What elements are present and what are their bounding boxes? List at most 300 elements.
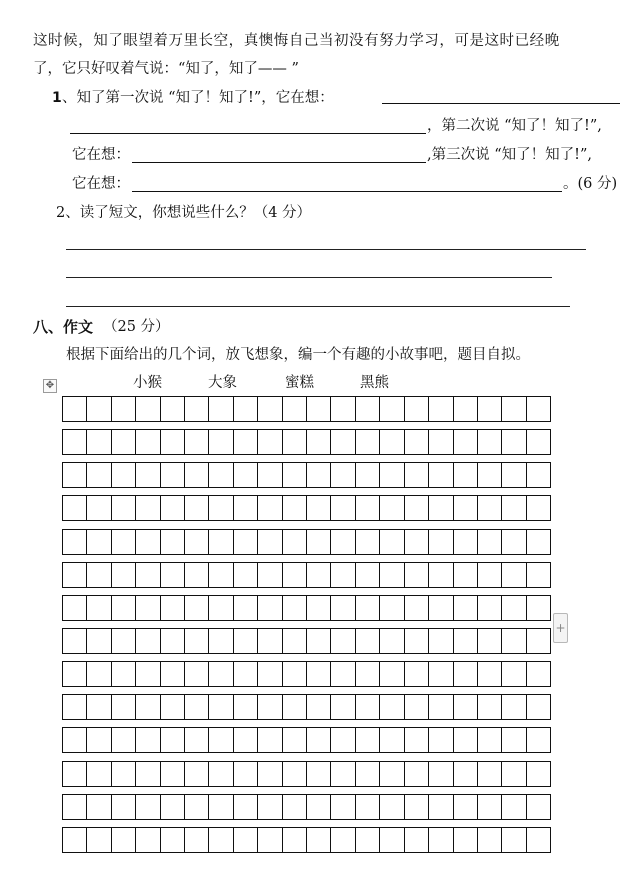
grid-cell[interactable]: [356, 496, 380, 520]
grid-cell[interactable]: [136, 762, 160, 786]
grid-cell[interactable]: [87, 629, 111, 653]
grid-cell[interactable]: [454, 828, 478, 852]
grid-cell[interactable]: [356, 728, 380, 752]
grid-cell[interactable]: [112, 762, 136, 786]
grid-cell[interactable]: [454, 563, 478, 587]
grid-cell[interactable]: [454, 629, 478, 653]
grid-cell[interactable]: [478, 728, 502, 752]
grid-cell[interactable]: [283, 463, 307, 487]
grid-cell[interactable]: [356, 795, 380, 819]
grid-cell[interactable]: [331, 530, 355, 554]
grid-cell[interactable]: [331, 430, 355, 454]
grid-cell[interactable]: [63, 430, 87, 454]
grid-cell[interactable]: [258, 828, 282, 852]
grid-cell[interactable]: [380, 828, 404, 852]
grid-cell[interactable]: [307, 695, 331, 719]
answer-line[interactable]: [132, 162, 426, 163]
grid-cell[interactable]: [527, 662, 550, 686]
grid-cell[interactable]: [63, 795, 87, 819]
grid-cell[interactable]: [185, 629, 209, 653]
grid-cell[interactable]: [234, 762, 258, 786]
grid-cell[interactable]: [478, 662, 502, 686]
grid-cell[interactable]: [136, 430, 160, 454]
grid-cell[interactable]: [478, 397, 502, 421]
writing-line[interactable]: [66, 306, 570, 307]
grid-cell[interactable]: [161, 463, 185, 487]
grid-cell[interactable]: [63, 563, 87, 587]
grid-cell[interactable]: [112, 397, 136, 421]
grid-cell[interactable]: [356, 762, 380, 786]
grid-cell[interactable]: [527, 695, 550, 719]
grid-cell[interactable]: [356, 430, 380, 454]
prompt-word: 大象: [208, 375, 237, 391]
grid-cell[interactable]: [356, 596, 380, 620]
grid-cell[interactable]: [307, 530, 331, 554]
composition-instruction: 根据下面给出的几个词，放飞想象，编一个有趣的小故事吧，题目自拟。: [66, 347, 530, 363]
grid-cell[interactable]: [380, 695, 404, 719]
grid-cell[interactable]: [234, 662, 258, 686]
grid-cell[interactable]: [478, 762, 502, 786]
grid-cell[interactable]: [380, 728, 404, 752]
grid-cell[interactable]: [112, 828, 136, 852]
grid-cell[interactable]: [527, 397, 550, 421]
grid-cell[interactable]: [87, 828, 111, 852]
table-move-handle-icon[interactable]: ✥: [43, 379, 57, 393]
grid-cell[interactable]: [331, 397, 355, 421]
grid-cell[interactable]: [502, 828, 526, 852]
grid-cell[interactable]: [112, 795, 136, 819]
grid-cell[interactable]: [454, 728, 478, 752]
grid-cell[interactable]: [307, 662, 331, 686]
grid-cell[interactable]: [112, 728, 136, 752]
grid-cell[interactable]: [63, 596, 87, 620]
grid-cell[interactable]: [380, 596, 404, 620]
grid-cell[interactable]: [405, 629, 429, 653]
grid-cell[interactable]: [136, 662, 160, 686]
grid-cell[interactable]: [429, 828, 453, 852]
grid-cell[interactable]: [331, 795, 355, 819]
grid-cell[interactable]: [502, 463, 526, 487]
grid-cell[interactable]: [502, 530, 526, 554]
grid-cell[interactable]: [478, 563, 502, 587]
grid-cell[interactable]: [185, 463, 209, 487]
writing-line[interactable]: [66, 249, 586, 250]
grid-cell[interactable]: [112, 430, 136, 454]
grid-cell[interactable]: [405, 695, 429, 719]
grid-cell[interactable]: [307, 762, 331, 786]
grid-cell[interactable]: [527, 629, 550, 653]
grid-cell[interactable]: [527, 828, 550, 852]
grid-cell[interactable]: [527, 496, 550, 520]
grid-cell[interactable]: [283, 496, 307, 520]
grid-cell[interactable]: [209, 795, 233, 819]
grid-cell[interactable]: [356, 828, 380, 852]
grid-cell[interactable]: [478, 795, 502, 819]
grid-cell[interactable]: [87, 596, 111, 620]
grid-cell[interactable]: [112, 463, 136, 487]
grid-cell[interactable]: [331, 728, 355, 752]
grid-cell[interactable]: [527, 762, 550, 786]
grid-cell[interactable]: [87, 662, 111, 686]
grid-cell[interactable]: [478, 430, 502, 454]
grid-cell[interactable]: [307, 563, 331, 587]
grid-cell[interactable]: [185, 762, 209, 786]
grid-cell[interactable]: [454, 795, 478, 819]
answer-line[interactable]: [132, 191, 562, 192]
grid-cell[interactable]: [331, 695, 355, 719]
grid-row: [62, 462, 551, 488]
grid-cell[interactable]: [161, 397, 185, 421]
grid-cell[interactable]: [185, 828, 209, 852]
grid-cell[interactable]: [307, 828, 331, 852]
grid-cell[interactable]: [258, 695, 282, 719]
grid-cell[interactable]: [454, 496, 478, 520]
grid-cell[interactable]: [307, 629, 331, 653]
grid-cell[interactable]: [380, 563, 404, 587]
grid-cell[interactable]: [502, 762, 526, 786]
grid-cell[interactable]: [356, 530, 380, 554]
grid-cell[interactable]: [429, 695, 453, 719]
grid-cell[interactable]: [112, 530, 136, 554]
grid-cell[interactable]: [454, 695, 478, 719]
grid-cell[interactable]: [331, 463, 355, 487]
grid-cell[interactable]: [87, 496, 111, 520]
grid-cell[interactable]: [429, 563, 453, 587]
grid-cell[interactable]: [87, 563, 111, 587]
grid-cell[interactable]: [185, 496, 209, 520]
answer-line[interactable]: [382, 103, 620, 104]
grid-cell[interactable]: [478, 463, 502, 487]
grid-cell[interactable]: [405, 496, 429, 520]
grid-cell[interactable]: [502, 596, 526, 620]
grid-cell[interactable]: [234, 530, 258, 554]
grid-cell[interactable]: [87, 397, 111, 421]
grid-cell[interactable]: [429, 662, 453, 686]
grid-cell[interactable]: [258, 496, 282, 520]
grid-cell[interactable]: [63, 530, 87, 554]
grid-cell[interactable]: [185, 662, 209, 686]
grid-cell[interactable]: [502, 795, 526, 819]
grid-cell[interactable]: [307, 596, 331, 620]
grid-cell[interactable]: [234, 828, 258, 852]
grid-cell[interactable]: [234, 563, 258, 587]
grid-cell[interactable]: [185, 563, 209, 587]
grid-cell[interactable]: [258, 430, 282, 454]
grid-cell[interactable]: [63, 828, 87, 852]
grid-cell[interactable]: [209, 629, 233, 653]
grid-cell[interactable]: [405, 563, 429, 587]
grid-cell[interactable]: [234, 596, 258, 620]
grid-cell[interactable]: [405, 430, 429, 454]
grid-cell[interactable]: [283, 695, 307, 719]
grid-cell[interactable]: [307, 728, 331, 752]
grid-cell[interactable]: [258, 762, 282, 786]
grid-cell[interactable]: [136, 463, 160, 487]
grid-row: [62, 595, 551, 621]
grid-cell[interactable]: [405, 397, 429, 421]
grid-cell[interactable]: [527, 430, 550, 454]
grid-cell[interactable]: [331, 828, 355, 852]
grid-cell[interactable]: [429, 596, 453, 620]
grid-cell[interactable]: [502, 496, 526, 520]
grid-row: [62, 429, 551, 455]
composition-grid[interactable]: [62, 396, 551, 860]
grid-cell[interactable]: [527, 596, 550, 620]
grid-cell[interactable]: [429, 762, 453, 786]
q1-prompt-third: ,第三次说 “知了！知了!”,: [427, 147, 592, 163]
grid-cell[interactable]: [454, 596, 478, 620]
grid-cell[interactable]: [331, 629, 355, 653]
grid-cell[interactable]: [136, 397, 160, 421]
grid-cell[interactable]: [161, 596, 185, 620]
grid-cell[interactable]: [283, 430, 307, 454]
grid-cell[interactable]: [454, 397, 478, 421]
grid-cell[interactable]: [87, 695, 111, 719]
grid-cell[interactable]: [112, 662, 136, 686]
grid-cell[interactable]: [454, 463, 478, 487]
grid-cell[interactable]: [405, 463, 429, 487]
grid-cell[interactable]: [234, 397, 258, 421]
add-row-button[interactable]: +: [553, 613, 568, 643]
grid-cell[interactable]: [258, 397, 282, 421]
grid-row: [62, 396, 551, 422]
grid-cell[interactable]: [258, 728, 282, 752]
grid-cell[interactable]: [209, 695, 233, 719]
grid-cell[interactable]: [209, 563, 233, 587]
grid-cell[interactable]: [209, 662, 233, 686]
grid-cell[interactable]: [234, 430, 258, 454]
grid-cell[interactable]: [63, 629, 87, 653]
grid-cell[interactable]: [112, 596, 136, 620]
grid-cell[interactable]: [380, 795, 404, 819]
grid-cell[interactable]: [136, 629, 160, 653]
grid-cell[interactable]: [258, 463, 282, 487]
grid-cell[interactable]: [405, 596, 429, 620]
grid-cell[interactable]: [234, 496, 258, 520]
grid-cell[interactable]: [258, 662, 282, 686]
grid-cell[interactable]: [234, 463, 258, 487]
grid-cell[interactable]: [429, 629, 453, 653]
grid-cell[interactable]: [502, 695, 526, 719]
grid-cell[interactable]: [429, 496, 453, 520]
grid-cell[interactable]: [87, 795, 111, 819]
grid-cell[interactable]: [185, 596, 209, 620]
grid-cell[interactable]: [502, 629, 526, 653]
grid-cell[interactable]: [136, 695, 160, 719]
grid-cell[interactable]: [356, 463, 380, 487]
grid-cell[interactable]: [380, 629, 404, 653]
grid-row: [62, 694, 551, 720]
grid-cell[interactable]: [87, 728, 111, 752]
grid-cell[interactable]: [209, 496, 233, 520]
grid-cell[interactable]: [356, 563, 380, 587]
grid-cell[interactable]: [234, 695, 258, 719]
grid-cell[interactable]: [161, 728, 185, 752]
grid-cell[interactable]: [161, 563, 185, 587]
grid-cell[interactable]: [209, 397, 233, 421]
grid-cell[interactable]: [454, 530, 478, 554]
grid-cell[interactable]: [405, 662, 429, 686]
grid-cell[interactable]: [356, 397, 380, 421]
grid-cell[interactable]: [454, 430, 478, 454]
grid-cell[interactable]: [161, 795, 185, 819]
grid-cell[interactable]: [161, 629, 185, 653]
grid-cell[interactable]: [429, 397, 453, 421]
grid-cell[interactable]: [454, 662, 478, 686]
grid-cell[interactable]: [63, 728, 87, 752]
grid-cell[interactable]: [478, 695, 502, 719]
grid-cell[interactable]: [356, 662, 380, 686]
writing-line[interactable]: [66, 277, 552, 278]
grid-cell[interactable]: [405, 530, 429, 554]
grid-cell[interactable]: [234, 629, 258, 653]
grid-cell[interactable]: [307, 397, 331, 421]
grid-cell[interactable]: [209, 463, 233, 487]
grid-cell[interactable]: [527, 728, 550, 752]
grid-cell[interactable]: [136, 496, 160, 520]
grid-cell[interactable]: [136, 596, 160, 620]
grid-cell[interactable]: [502, 728, 526, 752]
grid-cell[interactable]: [283, 563, 307, 587]
grid-cell[interactable]: [502, 397, 526, 421]
grid-cell[interactable]: [185, 695, 209, 719]
grid-cell[interactable]: [405, 828, 429, 852]
grid-cell[interactable]: [209, 596, 233, 620]
grid-cell[interactable]: [63, 695, 87, 719]
grid-cell[interactable]: [63, 762, 87, 786]
grid-cell[interactable]: [380, 762, 404, 786]
grid-cell[interactable]: [429, 795, 453, 819]
grid-cell[interactable]: [161, 695, 185, 719]
grid-cell[interactable]: [356, 629, 380, 653]
grid-cell[interactable]: [380, 397, 404, 421]
grid-cell[interactable]: [356, 695, 380, 719]
grid-cell[interactable]: [502, 563, 526, 587]
grid-cell[interactable]: [185, 795, 209, 819]
grid-cell[interactable]: [258, 563, 282, 587]
grid-cell[interactable]: [283, 530, 307, 554]
grid-cell[interactable]: [405, 795, 429, 819]
grid-cell[interactable]: [161, 828, 185, 852]
grid-cell[interactable]: [136, 563, 160, 587]
grid-cell[interactable]: [380, 662, 404, 686]
grid-cell[interactable]: [136, 828, 160, 852]
grid-cell[interactable]: [161, 762, 185, 786]
grid-cell[interactable]: [380, 530, 404, 554]
grid-cell[interactable]: [209, 430, 233, 454]
grid-cell[interactable]: [185, 728, 209, 752]
grid-cell[interactable]: [87, 430, 111, 454]
grid-cell[interactable]: [478, 530, 502, 554]
grid-cell[interactable]: [527, 463, 550, 487]
grid-cell[interactable]: [161, 430, 185, 454]
grid-cell[interactable]: [307, 430, 331, 454]
grid-cell[interactable]: [429, 430, 453, 454]
grid-cell[interactable]: [331, 596, 355, 620]
grid-cell[interactable]: [307, 795, 331, 819]
q1-prompt-first: 、知了第一次说 “知了！知了!”，它在想：: [62, 90, 334, 106]
grid-cell[interactable]: [258, 795, 282, 819]
grid-cell[interactable]: [112, 563, 136, 587]
passage-line-2: 了，它只好叹着气说：“知了，知了—— ”: [33, 61, 299, 77]
grid-cell[interactable]: [112, 629, 136, 653]
grid-cell[interactable]: [161, 530, 185, 554]
grid-cell[interactable]: [429, 463, 453, 487]
grid-cell[interactable]: [283, 629, 307, 653]
grid-cell[interactable]: [258, 530, 282, 554]
grid-cell[interactable]: [502, 662, 526, 686]
grid-cell[interactable]: [136, 530, 160, 554]
grid-cell[interactable]: [502, 430, 526, 454]
grid-cell[interactable]: [161, 662, 185, 686]
grid-cell[interactable]: [307, 463, 331, 487]
grid-cell[interactable]: [380, 430, 404, 454]
grid-cell[interactable]: [258, 596, 282, 620]
grid-cell[interactable]: [478, 828, 502, 852]
grid-cell[interactable]: [209, 828, 233, 852]
grid-cell[interactable]: [283, 795, 307, 819]
grid-cell[interactable]: [87, 762, 111, 786]
grid-cell[interactable]: [185, 530, 209, 554]
grid-cell[interactable]: [209, 530, 233, 554]
answer-line[interactable]: [70, 133, 426, 134]
grid-cell[interactable]: [209, 762, 233, 786]
grid-cell[interactable]: [136, 795, 160, 819]
grid-cell[interactable]: [380, 496, 404, 520]
grid-cell[interactable]: [161, 496, 185, 520]
grid-cell[interactable]: [87, 463, 111, 487]
grid-cell[interactable]: [283, 828, 307, 852]
grid-cell[interactable]: [185, 397, 209, 421]
grid-cell[interactable]: [283, 397, 307, 421]
grid-cell[interactable]: [185, 430, 209, 454]
grid-cell[interactable]: [63, 463, 87, 487]
grid-cell[interactable]: [478, 629, 502, 653]
grid-cell[interactable]: [63, 662, 87, 686]
grid-cell[interactable]: [331, 662, 355, 686]
grid-cell[interactable]: [112, 496, 136, 520]
grid-cell[interactable]: [405, 762, 429, 786]
grid-cell[interactable]: [478, 496, 502, 520]
grid-cell[interactable]: [454, 762, 478, 786]
grid-cell[interactable]: [331, 496, 355, 520]
grid-cell[interactable]: [258, 629, 282, 653]
grid-cell[interactable]: [283, 596, 307, 620]
grid-cell[interactable]: [331, 762, 355, 786]
grid-cell[interactable]: [331, 563, 355, 587]
grid-cell[interactable]: [63, 397, 87, 421]
grid-cell[interactable]: [527, 795, 550, 819]
grid-cell[interactable]: [429, 530, 453, 554]
grid-cell[interactable]: [234, 795, 258, 819]
grid-cell[interactable]: [87, 530, 111, 554]
grid-cell[interactable]: [283, 728, 307, 752]
grid-cell[interactable]: [405, 728, 429, 752]
grid-cell[interactable]: [112, 695, 136, 719]
grid-cell[interactable]: [234, 728, 258, 752]
grid-cell[interactable]: [527, 530, 550, 554]
grid-cell[interactable]: [63, 496, 87, 520]
grid-cell[interactable]: [283, 662, 307, 686]
grid-cell[interactable]: [283, 762, 307, 786]
grid-cell[interactable]: [307, 496, 331, 520]
grid-cell[interactable]: [136, 728, 160, 752]
grid-cell[interactable]: [527, 563, 550, 587]
grid-cell[interactable]: [380, 463, 404, 487]
grid-cell[interactable]: [429, 728, 453, 752]
grid-cell[interactable]: [209, 728, 233, 752]
grid-cell[interactable]: [478, 596, 502, 620]
